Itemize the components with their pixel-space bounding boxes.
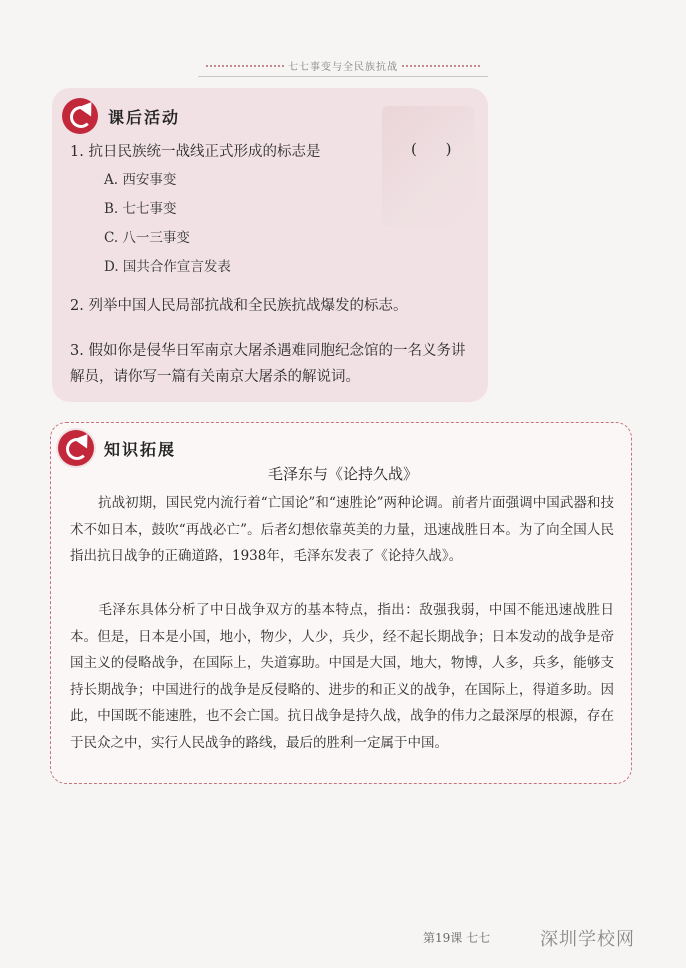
question-1: 1. 抗日民族统一战线正式形成的标志是 [70, 144, 321, 160]
option-a: A. 西安事变 [104, 172, 177, 188]
activities-heading [62, 98, 180, 134]
knowledge-badge-icon [58, 430, 94, 466]
running-header [198, 58, 488, 76]
header-dots-left [206, 65, 284, 67]
question-2: 2. 列举中国人民局部抗战和全民族抗战爆发的标志。 [70, 298, 408, 314]
header-dots-right [402, 65, 480, 67]
article-title: 毛泽东与《论持久战》 [267, 465, 418, 483]
paragraph-2-text: 毛泽东具体分析了中日战争双方的基本特点，指出：敌强我弱，中国不能迅速战胜日本。但是，日本是小国，地小，物少，人少，兵少，经不起长期战争；日本发动的战争是帝国主义的侵略战争，在国际上，失道寡助。中国是大国，地大，物博，人多，兵多，能够支持长期战争；中国进行的战争是反侵略的、进步的和正义的战争，在国际上，得道多助。因此，中国既不能速胜，也不会亡国。抗日战争是持久战，战争的伟力之最深厚的根源，存在于民众之中，实行人民战争的路线，最后的胜利一定属于中国。 [70, 602, 614, 751]
activity-badge-icon [62, 98, 98, 134]
paragraph-1-text: 抗战初期，国民党内流行着“亡国论”和“速胜论”两种论调。前者片面强调中国武器和技术不如日本，鼓吹“再战必亡”。后者幻想依靠英美的力量，迅速战胜日本。为了向全国人民指出抗日战争的正确道路，1938年，毛泽东发表了《论持久战》。 [70, 495, 614, 564]
article-paragraph-1 [70, 490, 614, 570]
knowledge-heading [58, 430, 176, 466]
option-c: C. 八一三事变 [104, 230, 190, 246]
article-paragraph-2 [70, 597, 614, 756]
page-footer: 第19课 七七 [423, 931, 491, 945]
option-d: D. 国共合作宣言发表 [104, 259, 231, 275]
question-3: 3. 假如你是侵华日军南京大屠杀遇难同胞纪念馆的一名义务讲解员，请你写一篇有关南京大屠杀的解说词。 [70, 343, 466, 385]
header-rule [198, 76, 488, 77]
activities-title: 课后活动 [108, 107, 181, 127]
answer-blank: ( ) [411, 140, 452, 158]
knowledge-title: 知识拓展 [104, 439, 177, 459]
running-title: 七七事变与全民族抗战 [288, 62, 398, 73]
option-b: B. 七七事变 [104, 201, 177, 217]
watermark: 深圳学校网 [540, 929, 635, 950]
faded-background-image [382, 106, 474, 226]
